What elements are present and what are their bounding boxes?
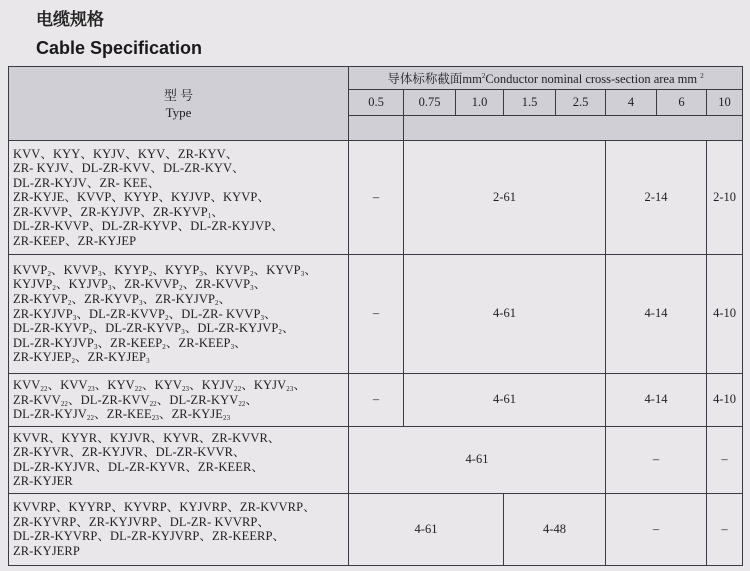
size-header-1.5: 1.5	[504, 90, 556, 115]
size-header-0.5: 0.5	[349, 90, 404, 115]
table-cell: 2-14	[606, 141, 707, 255]
type-header-chinese: 型 号	[163, 87, 194, 103]
table-cell: –	[349, 141, 404, 255]
header-spacer	[349, 115, 404, 140]
table-cell: 4-61	[404, 373, 606, 426]
table-cell: 2-61	[404, 141, 606, 255]
page-title-chinese: 电缆规格	[36, 10, 104, 30]
size-header-6: 6	[657, 90, 707, 115]
header-spacer	[404, 115, 743, 140]
table-row-types: KVVRP、KYYRP、KYVRP、KYJVRP、ZR-KVVRP、 ZR-KYVRP、ZR-KYJVRP、DL-ZR- KVVRP、 DL-ZR-KYVRP、DL-ZR-KYJVRP、ZR-KEERP、 ZR-KYJERP	[9, 493, 349, 565]
size-header-1.0: 1.0	[456, 90, 504, 115]
size-header-10: 10	[707, 90, 743, 115]
table-cell: 4-61	[349, 493, 504, 565]
size-header-2.5: 2.5	[556, 90, 606, 115]
cable-spec-table	[8, 66, 743, 566]
table-cell: 2-10	[707, 141, 743, 255]
table-cell: –	[707, 493, 743, 565]
table-row-types: $KVV_{22}$、$KVV_{23}$、$KYV_{22}$、$KYV_{23}$、$KYJV_{22}$、$KYJV_{23}$、 $ZR-KVV_{22}$、$DL-ZR-KVV_{22}$、$DL-ZR-KYV_{22}$、 $DL-ZR-KYJV_{22}$、$ZR-KEE_{23}$、$ZR-KYJE_{23}$	[9, 373, 349, 426]
table-cell: 4-10	[707, 254, 743, 373]
size-header-0.75: 0.75	[404, 90, 456, 115]
table-cell: 4-10	[707, 373, 743, 426]
table-cell: –	[606, 426, 707, 493]
table-cell: –	[349, 254, 404, 373]
type-header-cell	[9, 67, 349, 141]
type-header-english: Type	[165, 104, 192, 120]
size-header-4: 4	[606, 90, 657, 115]
table-cell: –	[707, 426, 743, 493]
table-cell: 4-14	[606, 373, 707, 426]
table-cell: 4-14	[606, 254, 707, 373]
table-row-types: KVV、KYY、KYJV、KYV、ZR-KYV、 ZR- KYJV、DL-ZR-KVV、DL-ZR-KYV、 DL-ZR-KYJV、ZR- KEE、 ZR-KYJE、KVVP、KYYP、KYJVP、KYVP、 ZR-KVVP、ZR-KYJVP、$ZR-KYVP_1$、 DL-ZR-KVVP、DL-ZR-KYVP、DL-ZR-KYJVP、 ZR-KEEP、ZR-KYJEP	[9, 141, 349, 255]
table-row-types: KVVR、KYYR、KYJVR、KYVR、ZR-KVVR、 ZR-KYVR、ZR-KYJVR、DL-ZR-KVVR、 DL-ZR-KYJVR、DL-ZR-KYVR、ZR-KEER、 ZR-KYJER	[9, 426, 349, 493]
table-cell: –	[606, 493, 707, 565]
table-cell: 4-48	[504, 493, 606, 565]
table-cell: 4-61	[349, 426, 606, 493]
page-title-english: Cable Specification	[36, 38, 203, 58]
table-cell: 4-61	[404, 254, 606, 373]
table-row-types: $KVVP_2$、$KVVP_3$、$KYYP_2$、$KYYP_3$、$KYVP_2$、$KYVP_3$、 $KYJVP_2$、$KYJVP_3$、$ZR-KVVP_2$、$ZR-KVVP_3$、 $ZR-KYVP_2$、$ZR-KYVP_3$、$ZR-KYJVP_2$、 $ZR-KYJVP_3$、$DL-ZR-KVVP_2$、DL-ZR- $KVVP_3$、 $DL-ZR-KYVP_2$、$DL-ZR-KYVP_3$、$DL-ZR-KYJVP_2$、 $DL-ZR-KYJVP_3$、$ZR-KEEP_2$、$ZR-KEEP_3$、 $ZR-KYJEP_2$、$ZR-KYJEP_3$	[9, 254, 349, 373]
cross-section-header: 导体标称截面$mm^2Conductor$ nominal cross-section area mm $^2$	[349, 67, 743, 90]
table-cell: –	[349, 373, 404, 426]
